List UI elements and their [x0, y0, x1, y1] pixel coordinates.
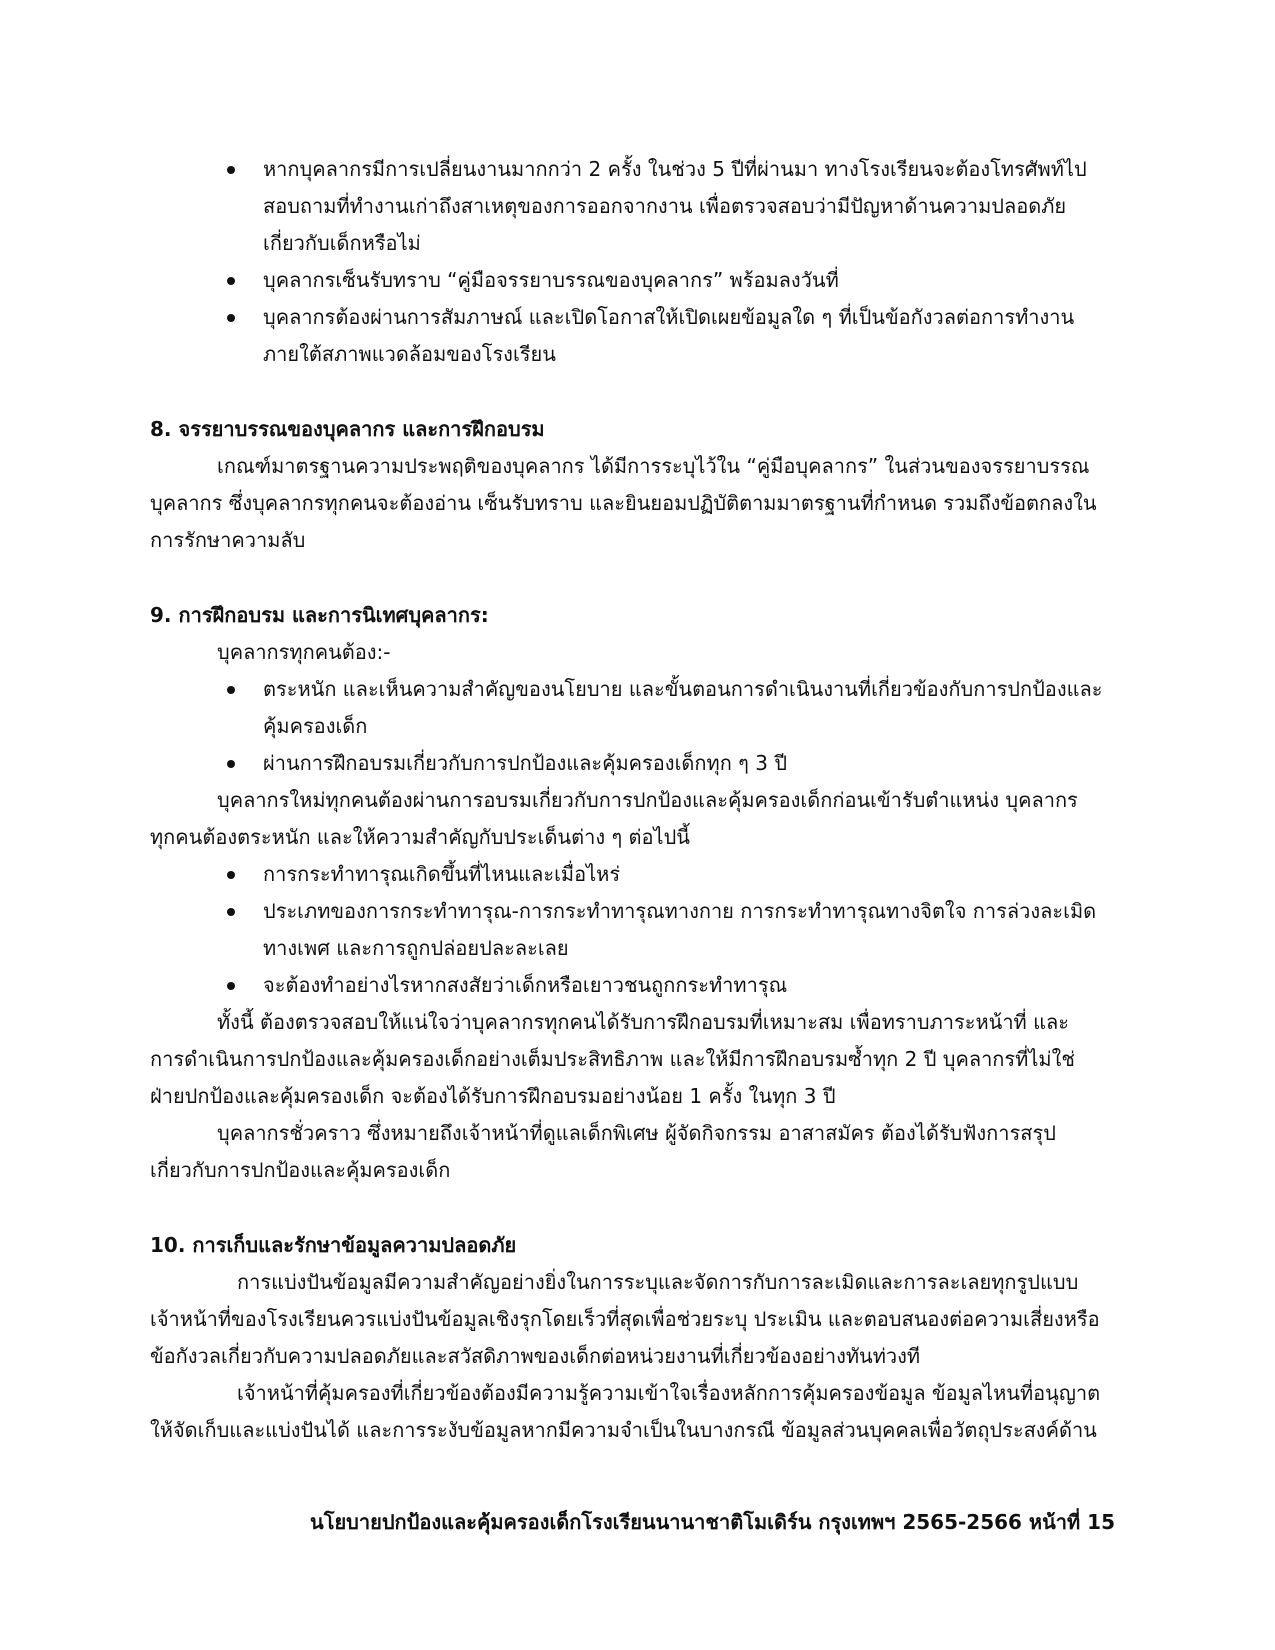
list-item: ตระหนัก และเห็นความสำคัญของนโยบาย และขั้นตอนการดำเนินงานที่เกี่ยวข้องกับการปกป้องและ: [227, 670, 1117, 708]
list-item-continuation: ทางเพศ และการถูกปล่อยปละละเลย: [263, 936, 569, 960]
bullet-icon: [227, 166, 235, 174]
bullet-icon: [227, 686, 235, 694]
bullet-icon: [227, 908, 235, 916]
list-item-continuation: เกี่ยวกับเด็กหรือไม่: [263, 231, 421, 255]
paragraph-line: บุคลากร ซึ่งบุคลากรทุกคนจะต้องอ่าน เซ็นรับทราบ และยินยอมปฏิบัติตามมาตรฐานที่กำหนด รวมถึงข้อตกลงใน: [150, 491, 1097, 515]
list-item: บุคลากรเซ็นรับทราบ “คู่มือจรรยาบรรณของบุคลากร” พร้อมลงวันที่: [227, 261, 1117, 299]
list-item: จะต้องทำอย่างไรหากสงสัยว่าเด็กหรือเยาวชนถูกกระทำทารุณ: [227, 966, 1117, 1004]
bullet-icon: [227, 982, 235, 990]
bullet-icon: [227, 871, 235, 879]
paragraph-line: ข้อกังวลเกี่ยวกับความปลอดภัยและสวัสดิภาพของเด็กต่อหน่วยงานที่เกี่ยวข้องอย่างทันท่วงที: [150, 1344, 921, 1368]
section-9-heading: 9. การฝึกอบรม และการนิเทศบุคลากร:: [150, 603, 489, 627]
list-item: การกระทำทารุณเกิดขึ้นที่ไหนและเมื่อไหร่: [227, 855, 1117, 893]
paragraph-line: การแบ่งปันข้อมูลมีความสำคัญอย่างยิ่งในการระบุและจัดการกับการละเมิดและการละเลยทุกรูปแบบ: [237, 1270, 1079, 1294]
paragraph-line: ทั้งนี้ ต้องตรวจสอบให้แน่ใจว่าบุคลากรทุกคนได้รับการฝึกอบรมที่เหมาะสม เพื่อทราบภาระหน้าที่ และ: [217, 1010, 1069, 1034]
list-item-continuation: สอบถามที่ทำงานเก่าถึงสาเหตุของการออกจากงาน เพื่อตรวจสอบว่ามีปัญหาด้านความปลอดภัย: [263, 194, 1067, 218]
list-item: ผ่านการฝึกอบรมเกี่ยวกับการปกป้องและคุ้มครองเด็กทุก ๆ 3 ปี: [227, 744, 1117, 782]
section-9-intro: บุคลากรทุกคนต้อง:-: [217, 640, 391, 664]
paragraph-line: เกณฑ์มาตรฐานความประพฤติของบุคลากร ได้มีการระบุไว้ใน “คู่มือบุคลากร” ในส่วนของจรรยาบรรณ: [217, 454, 1090, 478]
paragraph-line: เจ้าหน้าที่คุ้มครองที่เกี่ยวข้องต้องมีความรู้ความเข้าใจเรื่องหลักการคุ้มครองข้อมูล ข้อมูลไหนที่อนุญาต: [237, 1381, 1101, 1405]
paragraph-line: การดำเนินการปกป้องและคุ้มครองเด็กอย่างเต็มประสิทธิภาพ และให้มีการฝึกอบรมซ้ำทุก 2 ปี บุคลากรที่ไม่ใช่: [150, 1047, 1075, 1071]
paragraph-line: ให้จัดเก็บและแบ่งปันได้ และการระงับข้อมูลหากมีความจำเป็นในบางกรณี ข้อมูลส่วนบุคคลเพื่อวัตถุประสงค์ด้าน: [150, 1418, 1097, 1442]
bullet-icon: [227, 314, 235, 322]
bullet-icon: [227, 277, 235, 285]
paragraph-line: เจ้าหน้าที่ของโรงเรียนควรแบ่งปันข้อมูลเชิงรุกโดยเร็วที่สุดเพื่อช่วยระบุ ประเมิน และตอบสนองต่อความเสี่ยงหรือ: [150, 1307, 1100, 1331]
paragraph-line: การรักษาความลับ: [150, 528, 306, 552]
list-item-continuation: คุ้มครองเด็ก: [263, 714, 368, 738]
bullet-icon: [227, 760, 235, 768]
paragraph-line: เกี่ยวกับการปกป้องและคุ้มครองเด็ก: [150, 1158, 451, 1182]
section-8-heading: 8. จรรยาบรรณของบุคลากร และการฝึกอบรม: [150, 417, 545, 441]
page-footer: นโยบายปกป้องและคุ้มครองเด็กโรงเรียนนานาชาติโมเดิร์น กรุงเทพฯ 2565-2566 หน้าที่ 15: [310, 1510, 1115, 1534]
section-10-heading: 10. การเก็บและรักษาข้อมูลความปลอดภัย: [150, 1233, 517, 1257]
list-item-continuation: ภายใต้สภาพแวดล้อมของโรงเรียน: [263, 342, 556, 366]
list-item: บุคลากรต้องผ่านการสัมภาษณ์ และเปิดโอกาสให้เปิดเผยข้อมูลใด ๆ ที่เป็นข้อกังวลต่อการทำงาน: [227, 298, 1117, 336]
paragraph-line: ทุกคนต้องตระหนัก และให้ความสำคัญกับประเด็นต่าง ๆ ต่อไปนี้: [150, 825, 690, 849]
list-item: ประเภทของการกระทำทารุณ-การกระทำทารุณทางกาย การกระทำทารุณทางจิตใจ การล่วงละเมิด: [227, 892, 1117, 930]
paragraph-line: บุคลากรชั่วคราว ซึ่งหมายถึงเจ้าหน้าที่ดูแลเด็กพิเศษ ผู้จัดกิจกรรม อาสาสมัคร ต้องได้รับฟังการสรุป: [217, 1121, 1056, 1145]
paragraph-line: บุคลากรใหม่ทุกคนต้องผ่านการอบรมเกี่ยวกับการปกป้องและคุ้มครองเด็กก่อนเข้ารับตำแหน่ง บุคลากร: [217, 788, 1078, 812]
paragraph-line: ฝ่ายปกป้องและคุ้มครองเด็ก จะต้องได้รับการฝึกอบรมอย่างน้อย 1 ครั้ง ในทุก 3 ปี: [150, 1084, 836, 1108]
list-item: หากบุคลากรมีการเปลี่ยนงานมากกว่า 2 ครั้ง ในช่วง 5 ปีที่ผ่านมา ทางโรงเรียนจะต้องโทรศัพท์ไป: [227, 150, 1117, 188]
